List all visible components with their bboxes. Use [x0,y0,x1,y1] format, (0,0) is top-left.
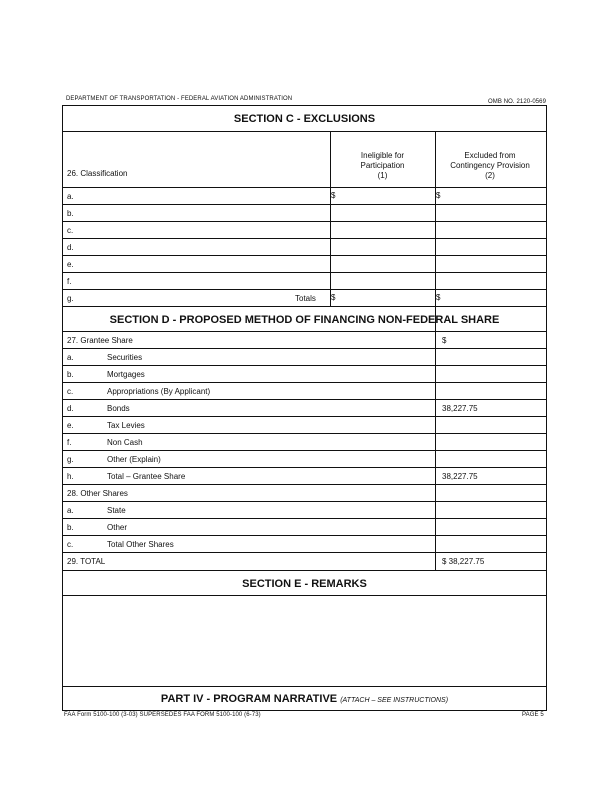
part-iv-title [63,693,546,705]
financing-amount-field[interactable] [436,383,544,399]
page-number: PAGE 5 [522,712,544,718]
excluded-field[interactable] [436,256,544,272]
financing-amount-field[interactable] [436,519,544,535]
exclusion-row-letter: g. [67,294,74,303]
exclusion-row-letter: e. [67,260,74,269]
excluded-field[interactable]: $ [436,191,441,200]
ineligible-field[interactable] [331,222,434,238]
financing-row-letter: e. [67,421,74,430]
financing-row-label: Other [107,523,128,532]
col1-num: (1) [377,171,388,180]
agency-header: DEPARTMENT OF TRANSPORTATION - FEDERAL AVIATION ADMINISTRATION [66,96,293,102]
excluded-field[interactable] [436,239,544,255]
omb-number: OMB NO. 2120-0569 [488,99,547,105]
exclusion-row-letter: b. [67,209,74,218]
section-c-title: SECTION C - EXCLUSIONS [233,113,376,125]
financing-amount-field[interactable]: $ 38,227.75 [442,557,485,566]
col2-line2: Contingency Provision [450,161,530,170]
ineligible-field[interactable]: $ [331,191,336,200]
part-iv-note: (ATTACH – SEE INSTRUCTIONS) [340,697,449,704]
financing-row-letter: a. [67,506,74,515]
financing-row-label: Total Other Shares [107,540,174,549]
excluded-field[interactable] [436,205,544,221]
financing-amount-field[interactable] [436,485,544,501]
financing-row-letter: c. [67,540,74,549]
financing-row-letter: d. [67,404,74,413]
remarks-area[interactable] [63,596,546,684]
section-d-title: SECTION D - PROPOSED METHOD OF FINANCING NON-FEDERAL SHARE [109,314,500,326]
financing-row-letter: h. [67,472,74,481]
financing-amount-field[interactable] [436,434,544,450]
ineligible-field[interactable] [331,239,434,255]
financing-amount-field[interactable] [436,349,544,365]
financing-row-label: Mortgages [107,370,145,379]
financing-amount-field[interactable]: 38,227.75 [442,472,478,481]
ineligible-field[interactable] [331,205,434,221]
financing-row-label: Tax Levies [107,421,145,430]
financing-row-label: Securities [107,353,143,362]
classification-label: 26. Classification [67,169,128,178]
financing-row-letter: g. [67,455,74,464]
financing-amount-field[interactable] [436,502,544,518]
col1-line2: Participation [360,161,405,170]
financing-row-letter: c. [67,387,74,396]
financing-row-letter: 28. Other Shares [67,489,128,498]
financing-row-letter: a. [67,353,74,362]
form-table [62,105,547,711]
financing-amount-field[interactable]: 38,227.75 [442,404,478,413]
financing-row-letter: 29. TOTAL [67,557,106,566]
col2-line1: Excluded from [464,151,516,160]
financing-row-letter: f. [67,438,72,447]
financing-amount-field[interactable] [436,451,544,467]
financing-amount-field[interactable] [436,536,544,552]
col2-num: (2) [485,171,495,180]
financing-row-label: Appropriations (By Applicant) [107,387,211,396]
financing-row-letter: b. [67,370,74,379]
part-iv-heading: PART IV - PROGRAM NARRATIVE [160,693,338,705]
exclusion-row-letter: d. [67,243,74,252]
col1-line1: Ineligible for [360,151,405,160]
ineligible-field[interactable] [331,256,434,272]
excluded-field[interactable] [436,273,544,289]
exclusion-row-letter: a. [67,192,74,201]
financing-row-label: Total – Grantee Share [107,472,186,481]
financing-row-letter: 27. Grantee Share [67,336,133,345]
ineligible-field[interactable] [331,273,434,289]
financing-row-letter: b. [67,523,74,532]
exclusion-row-letter: f. [67,277,72,286]
form-footer: FAA Form 5100-100 (3-03) SUPERSEDES FAA FORM 5100-100 (6-73) [64,712,261,718]
financing-row-label: Bonds [107,404,130,413]
excluded-field[interactable]: $ [436,293,441,302]
financing-amount-field[interactable] [436,366,544,382]
financing-amount-field[interactable] [436,417,544,433]
financing-row-label: Other (Explain) [107,455,161,464]
exclusion-row-letter: c. [67,226,74,235]
ineligible-field[interactable]: $ [331,293,336,302]
financing-row-label: Non Cash [107,438,143,447]
totals-label: Totals [295,294,316,303]
financing-row-label: State [107,506,126,515]
section-e-title: SECTION E - REMARKS [242,578,367,590]
financing-amount-field[interactable]: $ [442,336,447,345]
excluded-field[interactable] [436,222,544,238]
